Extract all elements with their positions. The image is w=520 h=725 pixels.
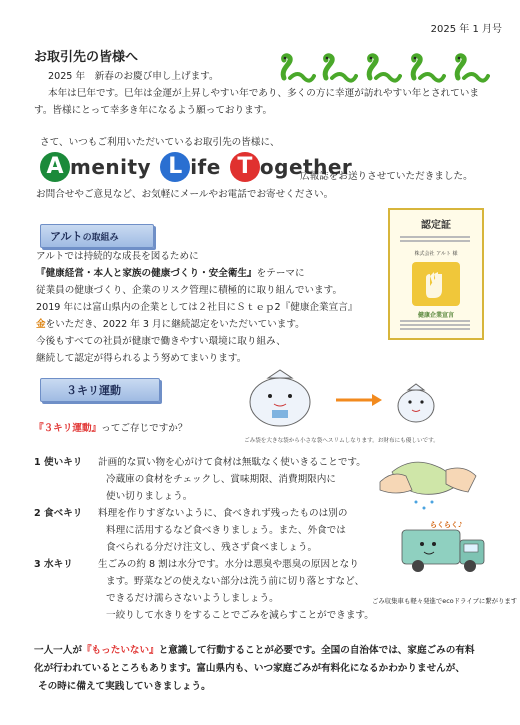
certificate-company: 株式会社 アルト 様	[414, 251, 458, 257]
logo-word: ogether	[259, 155, 353, 179]
banner-main: アルト	[50, 230, 83, 243]
eco-caption: ごみ収集車も軽々発進でecoドライブに繋がります	[372, 597, 518, 605]
logo-letter-a: A	[40, 152, 70, 182]
3kiri-question: 『３キリ運動』ってご存じですか？	[34, 423, 188, 434]
certificate-badge-text: 健康企業宣言	[417, 312, 454, 319]
intro-text: 広報誌をお送りさせていただきました。	[300, 171, 473, 182]
certificate-title: 認定証	[421, 220, 451, 231]
closing-text: その時に備えて実践していきましょう。	[38, 681, 211, 692]
item-text: できるだけ濡らさないようしましょう。	[106, 593, 279, 604]
section1-text: 『健康経営・本人と家族の健康づくり・安全衛生』をテーマに	[36, 268, 305, 279]
snake-icon	[278, 50, 316, 84]
item-text: 計画的な買い物を心がけて食材は無駄なく使いきることです。	[98, 457, 366, 468]
logo-word: menity	[70, 155, 152, 179]
item-text: 料理を作りすぎないように、食べきれず残ったものは別の	[98, 508, 348, 519]
banner-main: ３キリ運動	[66, 384, 121, 397]
snake-icon	[408, 50, 446, 84]
garbage-bag-mascots-illustration	[240, 360, 490, 430]
item-label: 1 使いキリ	[34, 457, 83, 468]
section-banner-alt	[40, 222, 152, 248]
intro-text: さて、いつもご利用いただいているお取引先の皆様に、	[40, 137, 280, 148]
issue-date: 2025 年 1 月号	[430, 24, 502, 35]
logo-letter-l: L	[160, 152, 190, 182]
logo-letter-t: T	[230, 152, 260, 182]
section1-text: 継続して認定が得られるよう努めてまいります。	[36, 353, 247, 364]
certificate-badge	[412, 262, 460, 306]
closing-text: 化が行われているところもあります。富山県内も、いつ家庭ごみが有料化になるかわかりませんが、	[34, 663, 465, 674]
section1-text: 今後もすべての社員が健康で働きやすい環境に取り組み、	[36, 336, 286, 347]
item-text: ます。野菜などの使えない部分は洗う前に切り落とすなど、	[106, 576, 365, 587]
snake-icon	[364, 50, 402, 84]
page-title: お取引先の皆様へ	[34, 50, 139, 65]
banner-sub: の取組み	[82, 233, 119, 243]
mascot-caption: ごみ袋を大きな袋から小さな袋へスリムしなります。お財布にも優しいです。	[244, 438, 439, 444]
section1-text: アルトでは持続的な成長を図るために	[36, 251, 199, 262]
intro-text: お問合せやご意見など、お気軽にメールやお電話でお寄せください。	[36, 189, 334, 200]
item-label: 2 食べキリ	[34, 508, 83, 519]
logo-word: ife	[190, 155, 221, 179]
section1-text: 金をいただき、2022 年 3 月に継続認定をいただいています。	[36, 319, 305, 330]
intro-greeting: 2025 年 新春のお慶び申し上げます。	[48, 71, 219, 82]
item-text: 使い切りましょう。	[106, 491, 193, 502]
snake-icon	[320, 50, 358, 84]
snake-icon	[452, 50, 490, 84]
item-text: 食べられる分だけ注文し、残さず食べましょう。	[106, 542, 318, 553]
item-text: 一絞りして水きりをすることでごみを減らすことができます。	[106, 610, 374, 621]
section1-text: 2019 年には富山県内の企業としては２社目にＳｔｅｐ2『健康企業宣言』	[36, 302, 358, 313]
closing-text: 一人一人が『もったいない』と意識して行動することが必要です。全国の自治体では、家庭ごみの有料	[34, 645, 475, 656]
truck-sound-text: らくらく♪	[430, 521, 463, 529]
section-banner-3kiri	[40, 376, 158, 402]
item-label: 3 水キリ	[34, 559, 73, 570]
intro-text: す。皆様にとって幸多き年になるよう願っております。	[34, 105, 273, 116]
item-text: 生ごみの約 8 割は水分です。水分は悪臭や悪臭の原因となり	[98, 559, 359, 570]
item-text: 料理に活用するなど食べきりましょう。また、外食では	[106, 525, 346, 536]
intro-text: 本年は巳年です。巳年は金運が上昇しやすい年であり、多くの方に幸運が訪れやすい年とされていま	[48, 88, 479, 99]
item-text: 冷蔵庫の食材をチェックし、賞味期限、消費期限内に	[106, 474, 336, 485]
health-company-certificate	[388, 208, 484, 340]
section1-text: 従業員の健康づくり、企業のリスク管理に積極的に取り組んでいます。	[36, 285, 343, 296]
hand-heart-icon	[412, 262, 460, 306]
